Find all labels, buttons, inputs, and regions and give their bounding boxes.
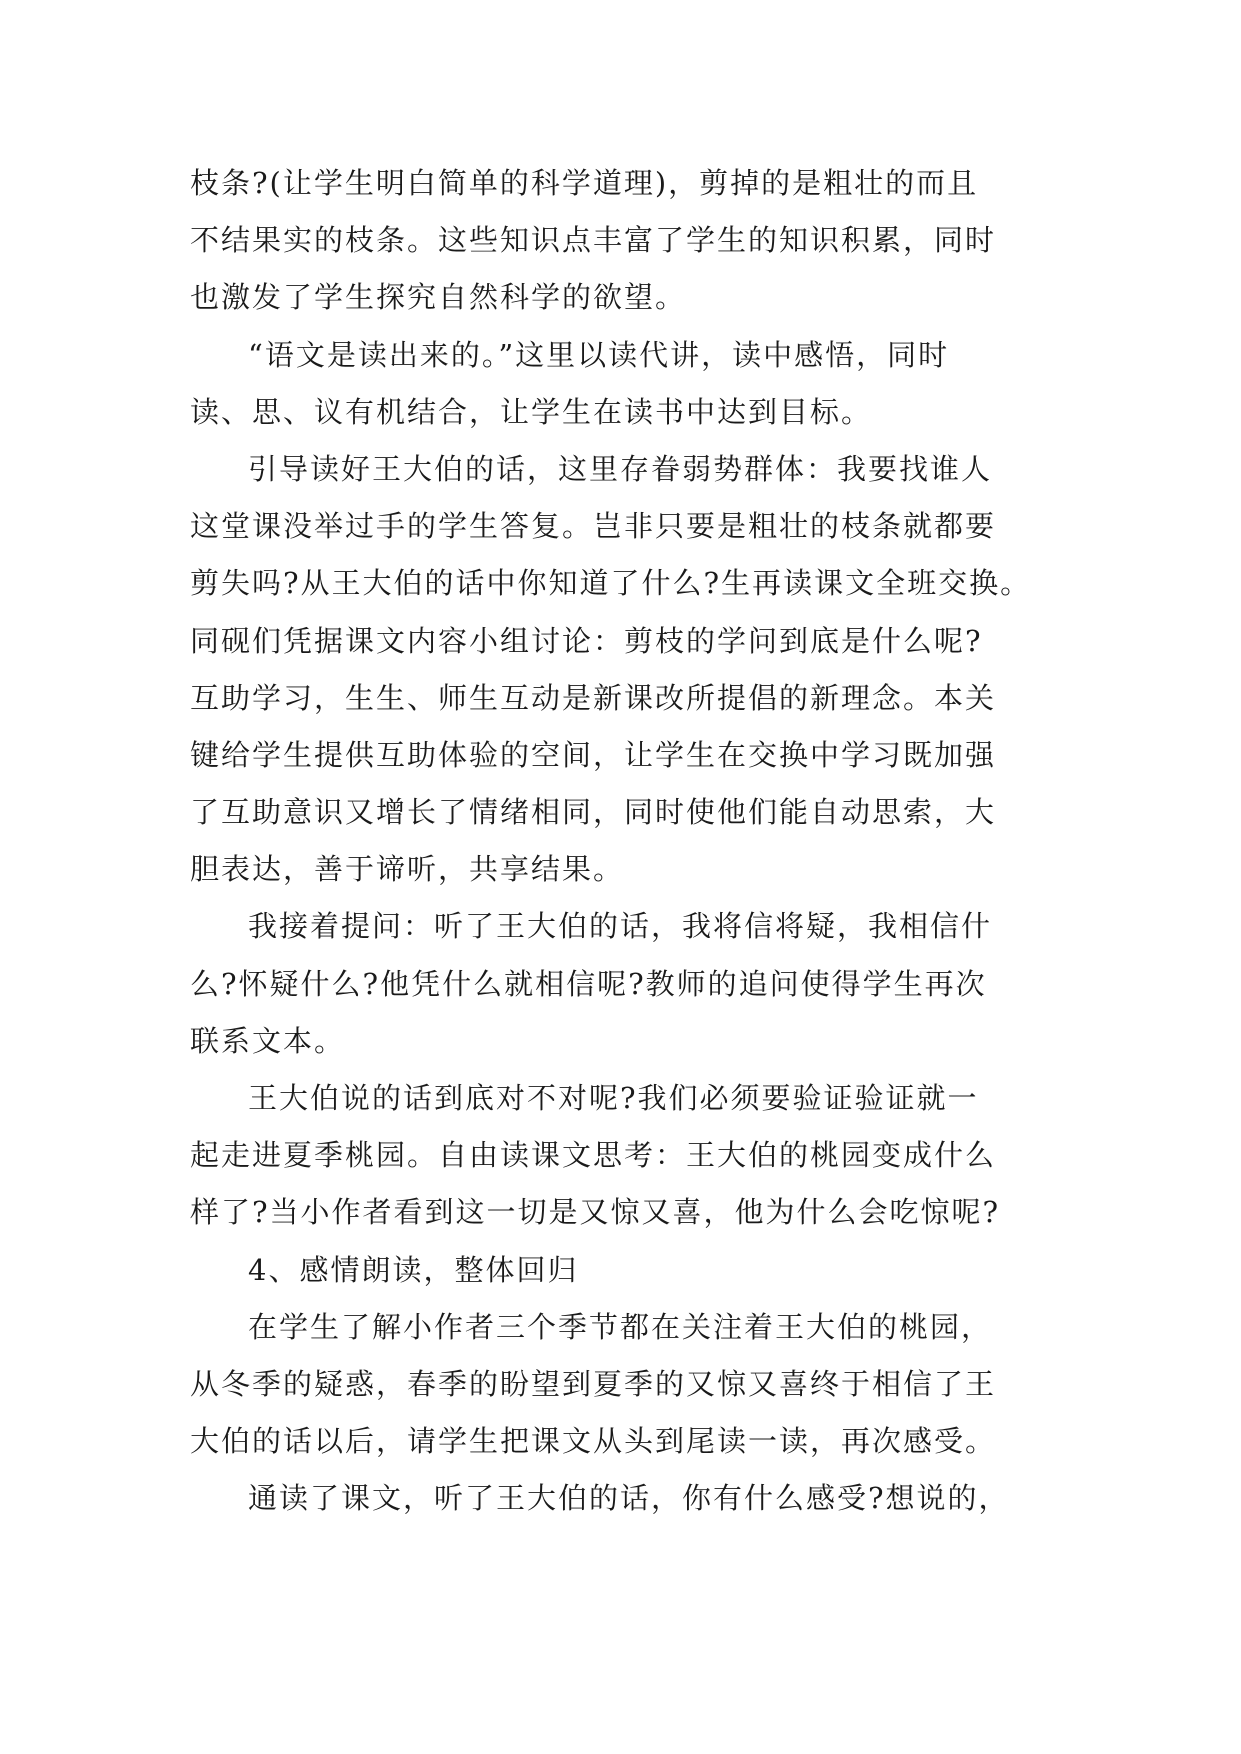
text-line-22: 从冬季的疑惑，春季的盼望到夏季的又惊又喜终于相信了王 [190,1366,997,1401]
text-line-2: 不结果实的枝条。这些知识点丰富了学生的知识积累，同时 [190,223,997,258]
text-line-1: 枝条?(让学生明白简单的科学道理)，剪掉的是粗壮的而且 [190,166,979,200]
text-line-21: 在学生了解小作者三个季节都在关注着王大伯的桃园， [248,1309,993,1344]
text-line-16: 联系文本。 [190,1023,346,1058]
text-line-3: 也激发了学生探究自然科学的欲望。 [190,280,687,315]
text-line-9: 同砚们凭据课文内容小组讨论：剪枝的学问到底是什么呢? [190,623,983,658]
text-line-15: 么?怀疑什么?他凭什么就相信呢?教师的追问使得学生再次 [190,966,987,1001]
body-text [190,155,1090,1528]
text-line-7: 这堂课没举过手的学生答复。岂非只要是粗壮的枝条就都要 [190,509,997,544]
text-line-11: 键给学生提供互助体验的空间，让学生在交换中学习既加强 [190,737,997,772]
text-line-23: 大伯的话以后，请学生把课文从头到尾读一读，再次感受。 [190,1424,997,1459]
text-line-24: 通读了课文，听了王大伯的话，你有什么感受?想说的， [248,1481,1010,1516]
text-line-4: “语文是读出来的。”这里以读代讲，读中感悟，同时 [248,337,950,372]
text-line-13: 胆表达，善于谛听，共享结果。 [190,852,625,887]
text-line-6: 引导读好王大伯的话，这里存眷弱势群体：我要找谁人 [248,451,993,486]
text-line-8: 剪失吗?从王大伯的话中你知道了什么?生再读课文全班交换。 [190,566,1032,601]
text-line-17: 王大伯说的话到底对不对呢?我们必须要验证验证就一 [248,1081,979,1115]
text-line-12: 了互助意识又增长了情绪相同，同时使他们能自动思索，大 [190,795,997,830]
text-line-18: 起走进夏季桃园。自由读课文思考：王大伯的桃园变成什么 [190,1138,997,1173]
text-line-14: 我接着提问：听了王大伯的话，我将信将疑，我相信什 [248,909,993,944]
text-line-5: 读、思、议有机结合，让学生在读书中达到目标。 [190,394,873,429]
section-heading: 4、感情朗读，整体回归 [248,1252,579,1287]
text-line-10: 互助学习，生生、师生互动是新课改所提倡的新理念。本关 [190,680,997,715]
text-line-19: 样了?当小作者看到这一切是又惊又喜，他为什么会吃惊呢? [190,1195,1001,1230]
